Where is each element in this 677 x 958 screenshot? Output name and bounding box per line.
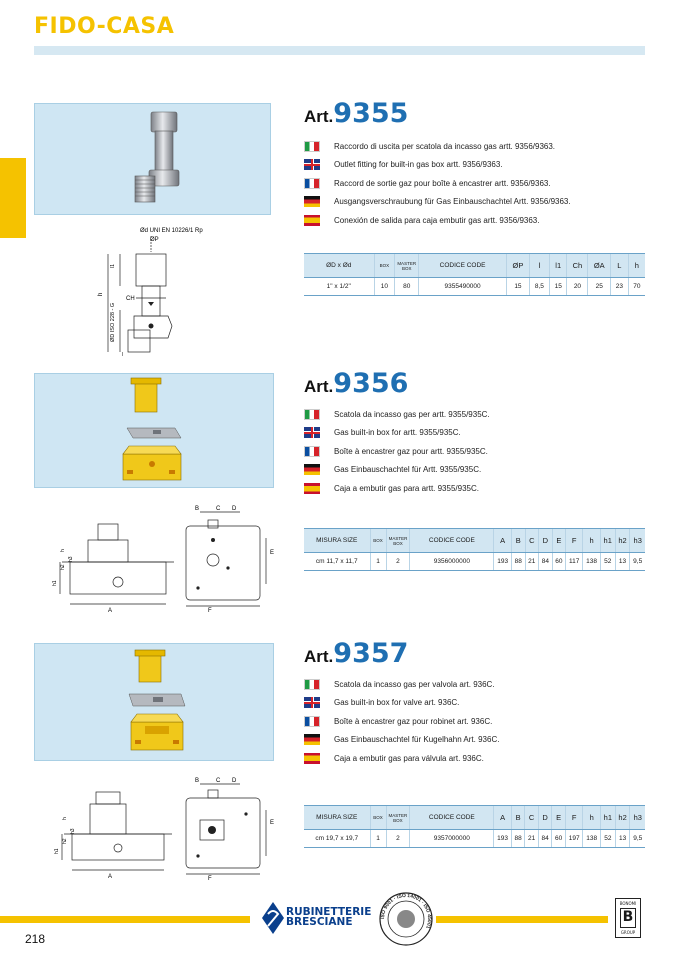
description-es: Caja a embutir gas para artt. 9355/935C. bbox=[304, 479, 490, 498]
svg-text:h3: h3 bbox=[68, 556, 74, 562]
article-number: 9356 bbox=[333, 368, 409, 399]
svg-text:C: C bbox=[216, 778, 221, 784]
iso-certification-seal bbox=[378, 891, 434, 947]
description-list-9356 bbox=[304, 405, 490, 498]
svg-text:D: D bbox=[232, 506, 237, 512]
description-fr: Boîte à encastrer gaz pour artt. 9355/935C. bbox=[304, 442, 490, 461]
svg-text:l: l bbox=[122, 352, 124, 358]
description-de: Gas Einbauschachtel für Artt. 9355/935C. bbox=[304, 461, 490, 480]
svg-text:E: E bbox=[270, 820, 275, 826]
france-flag-icon bbox=[304, 716, 320, 727]
svg-text:h3: h3 bbox=[70, 828, 76, 834]
table-row: cm 11,7 x 11,7 1 2 9356000000 193 88 21 84 60 117 138 52 13 9,5 bbox=[304, 553, 645, 571]
spec-table-9355 bbox=[304, 253, 645, 296]
article-number: 9355 bbox=[333, 98, 409, 129]
article-title-9356 bbox=[304, 368, 408, 399]
footer-bar-right bbox=[436, 916, 608, 923]
rb-logo-icon bbox=[260, 898, 286, 938]
svg-text:A: A bbox=[108, 608, 113, 614]
description-fr: Raccord de sortie gaz pour boîte à encastrer artt. 9356/9363. bbox=[304, 174, 571, 193]
description-es: Conexión de salida para caja embutir gas artt. 9356/9363. bbox=[304, 211, 571, 230]
page-number: 218 bbox=[25, 932, 46, 946]
product-photo-9356 bbox=[34, 373, 274, 488]
svg-text:h: h bbox=[98, 292, 104, 296]
svg-text:B: B bbox=[195, 778, 200, 784]
article-prefix: Art. bbox=[304, 107, 334, 126]
spec-table-9357 bbox=[304, 805, 645, 848]
description-en: Gas built-in box for artt. 9355/935C. bbox=[304, 424, 490, 443]
spec-table-9356 bbox=[304, 528, 645, 571]
description-de: Gas Einbauschachtel für Kugelhahn Art. 936C. bbox=[304, 731, 499, 750]
spain-flag-icon bbox=[304, 753, 320, 764]
table-header-row: MISURA SIZE BOX MASTER BOX CODICE CODE A B C D E F h h1 h2 h3 bbox=[304, 529, 645, 553]
table-header-row: ØD x Ød BOX MASTER BOX CODICE CODE ØP l l1 Ch ØA L h bbox=[304, 254, 645, 278]
description-list-9355 bbox=[304, 137, 571, 230]
header-bar bbox=[34, 46, 645, 55]
svg-text:h1: h1 bbox=[52, 580, 58, 586]
svg-text:C: C bbox=[216, 506, 221, 512]
rubinetterie-bresciane-logo: RUBINETTERIE BRESCIANE bbox=[260, 898, 372, 938]
svg-text:A: A bbox=[108, 874, 113, 880]
technical-drawing-9356 bbox=[50, 502, 280, 614]
description-it: Scatola da incasso gas per artt. 9355/935C. bbox=[304, 405, 490, 424]
brand-title: FIDO-CASA bbox=[34, 14, 175, 39]
svg-text:h: h bbox=[60, 549, 66, 552]
article-title-9355 bbox=[304, 98, 408, 129]
france-flag-icon bbox=[304, 446, 320, 457]
product-photo-9357 bbox=[34, 643, 274, 761]
svg-text:h2: h2 bbox=[62, 838, 68, 844]
article-title-9357 bbox=[304, 638, 408, 669]
description-de: Ausgangsverschraubung für Gas Einbauschachtel Artt. 9356/9363. bbox=[304, 193, 571, 212]
gas-box-illustration bbox=[35, 374, 275, 489]
product-photo-9355 bbox=[34, 103, 271, 215]
article-prefix: Art. bbox=[304, 377, 334, 396]
article-prefix: Art. bbox=[304, 647, 334, 666]
svg-text:Ød UNI EN 10226/1 Rp: Ød UNI EN 10226/1 Rp bbox=[140, 228, 203, 234]
svg-text:CH: CH bbox=[126, 296, 135, 302]
germany-flag-icon bbox=[304, 464, 320, 475]
uk-flag-icon bbox=[304, 159, 320, 170]
technical-drawing-9355 bbox=[90, 222, 220, 362]
svg-text:B: B bbox=[195, 506, 200, 512]
bonomi-group-badge: BONOMI B GROUP bbox=[615, 898, 641, 938]
section-side-tab bbox=[0, 158, 26, 238]
italy-flag-icon bbox=[304, 679, 320, 690]
uk-flag-icon bbox=[304, 427, 320, 438]
germany-flag-icon bbox=[304, 734, 320, 745]
footer-bar-left bbox=[0, 916, 250, 923]
svg-text:h2: h2 bbox=[60, 564, 66, 570]
svg-text:E: E bbox=[270, 550, 275, 556]
spain-flag-icon bbox=[304, 483, 320, 494]
svg-text:ØP: ØP bbox=[150, 237, 159, 243]
svg-text:h1: h1 bbox=[54, 848, 60, 854]
article-number: 9357 bbox=[333, 638, 409, 669]
france-flag-icon bbox=[304, 178, 320, 189]
svg-text:D: D bbox=[232, 778, 237, 784]
description-it: Raccordo di uscita per scatola da incasso gas artt. 9356/9363. bbox=[304, 137, 571, 156]
germany-flag-icon bbox=[304, 196, 320, 207]
italy-flag-icon bbox=[304, 141, 320, 152]
svg-text:ØD ISO 228 - G: ØD ISO 228 - G bbox=[110, 302, 116, 342]
italy-flag-icon bbox=[304, 409, 320, 420]
description-es: Caja a embutir gas para válvula art. 936C. bbox=[304, 749, 499, 768]
description-en: Outlet fitting for built-in gas box artt. 9356/9363. bbox=[304, 156, 571, 175]
gas-box-valve-illustration bbox=[35, 644, 275, 762]
svg-text:l1: l1 bbox=[110, 264, 116, 268]
svg-text:h: h bbox=[62, 817, 68, 820]
svg-text:F: F bbox=[208, 876, 212, 882]
description-en: Gas built-in box for valve art. 936C. bbox=[304, 694, 499, 713]
table-header-row: MISURA SIZE BOX MASTER BOX CODICE CODE A B C D E F h h1 h2 h3 bbox=[304, 806, 645, 830]
outlet-fitting-illustration bbox=[35, 104, 272, 216]
description-fr: Boîte à encastrer gaz pour robinet art. 936C. bbox=[304, 712, 499, 731]
technical-drawing-9357 bbox=[50, 774, 280, 886]
table-row: cm 19,7 x 19,7 1 2 9357000000 193 88 21 84 60 197 138 52 13 9,5 bbox=[304, 830, 645, 848]
spain-flag-icon bbox=[304, 215, 320, 226]
table-row: 1" x 1/2" 10 80 9355490000 15 8,5 15 20 25 23 70 bbox=[304, 278, 645, 296]
description-list-9357 bbox=[304, 675, 499, 768]
svg-text:F: F bbox=[208, 608, 212, 614]
svg-text:ISO 9001 · ISO 14001 · ISO 450: ISO 9001 · ISO 14001 · ISO 45001 bbox=[379, 892, 433, 930]
uk-flag-icon bbox=[304, 697, 320, 708]
description-it: Scatola da incasso gas per valvola art. 936C. bbox=[304, 675, 499, 694]
